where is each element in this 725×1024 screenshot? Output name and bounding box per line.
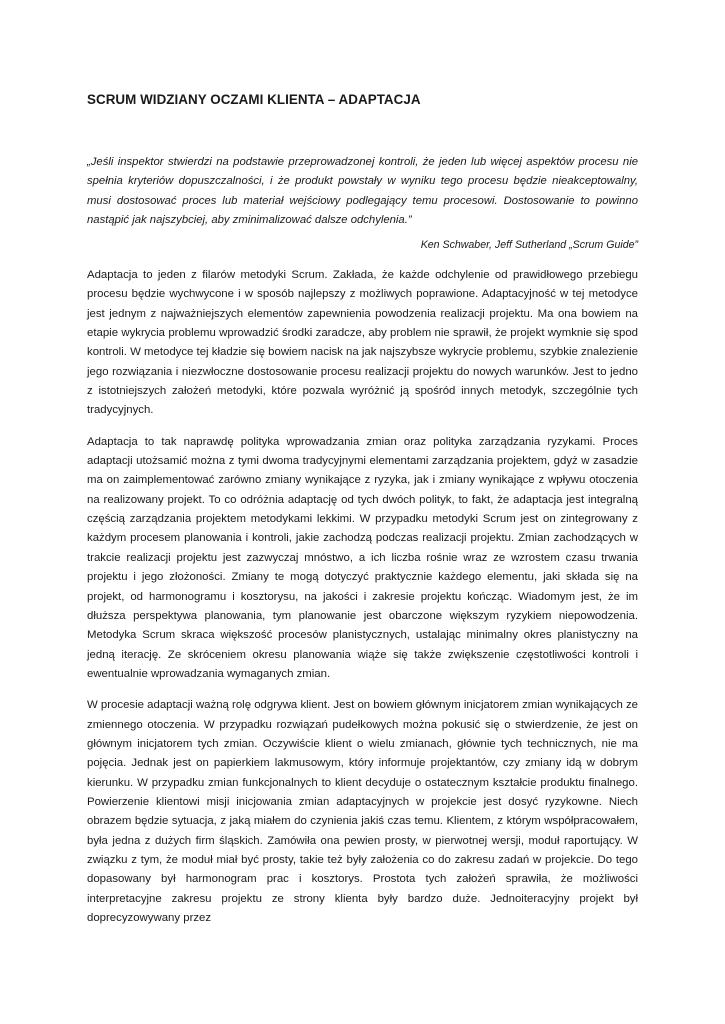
paragraph-2: Adaptacja to tak naprawdę polityka wprowadzania zmian oraz polityka zarządzania ryzykami. Proces adaptacji utożsamić można z tymi dwoma tradycyjnymi elementami zarządzania projektem, gdyż w zasadzie ma on zaimplementować zarówno zmiany wynikające z ryzyka, jak i zmiany wynikające z wpływu otoczenia na realizowany projekt. To co odróżnia adaptację od tych dwóch polityk, to fakt, że adaptacja jest integralną częścią zarządzania projektem metodykami lekkimi. W przypadku metodyki Scrum jest on zintegrowany z każdym procesem planowania i kontroli, jakie zachodzą podczas realizacji projektu. Zmian zachodzących w trakcie realizacji projektu jest zazwyczaj mnóstwo, a ich liczba rośnie wraz ze wzrostem czasu trwania projektu i jego złożoności. Zmiany te mogą dotyczyć praktycznie każdego elementu, jaki składa się na projekt, od harmonogramu i kosztorysu, na jakości i zakresie projektu kończąc. Wiadomym jest, że im dłuższa perspektywa planowania, tym planowanie jest obarczone większym ryzykiem niepowodzenia. Metodyka Scrum skraca większość procesów planistycznych, ustalając minimalny okres planistyczny na jedną iterację. Ze skróceniem okresu planowania wiąże się także zwiększenie częstotliwości kontroli i ewentualnie wprowadzania wymaganych zmian.: [87, 435, 638, 680]
paragraph-1: Adaptacja to jeden z filarów metodyki Scrum. Zakłada, że każde odchylenie od prawidłowego przebiegu procesu będzie wychwycone i w sposób najlepszy z możliwych poprawione. Adaptacyjność w tej metodyce jest jednym z najważniejszych elementów zapewnienia powodzenia realizacji projektu. Ma ona bowiem na etapie wykrycia problemu wprowadzić środki zaradcze, aby problem nie sprawił, że projekt wymknie się spod kontroli. W metodyce tej kładzie się bowiem nacisk na jak najszybsze wykrycie problemu, szybkie znalezienie jego rozwiązania i niezwłoczne dostosowanie procesu realizacji projektu do nowych warunków. Jest to jedno z istotniejszych założeń metodyki, które pozwala wyróżnić ją spośród innych metodyk, szczególnie tych tradycyjnych.: [87, 269, 638, 417]
paragraph-3: W procesie adaptacji ważną rolę odgrywa klient. Jest on bowiem głównym inicjatorem zmian wynikających ze zmiennego otoczenia. W przypadku rozwiązań pudełkowych można pokusić się o stwierdzenie, że jest on głównym inicjatorem tych zmian. Oczywiście klient o wielu zmianach, głównie tych technicznych, nie ma pojęcia. Jednak jest on papierkiem lakmusowym, który informuje projektantów, czy zmiany idą w dobrym kierunku. W przypadku zmian funkcjonalnych to klient decyduje o ostatecznym kształcie produktu finalnego. Powierzenie klientowi misji inicjowania zmian adaptacyjnych w projekcie jest dosyć ryzykowne. Niech obrazem będzie sytuacja, z jaką miałem do czynienia jakiś czas temu. Klientem, z którym współpracowałem, była jedna z dużych firm śląskich. Zamówiła ona pewien prosty, w pierwotnej wersji, moduł raportujący. W związku z tym, że moduł miał być prosty, takie też były założenia co do zakresu zadań w projekcie. Do tego dopasowany był harmonogram prac i kosztorys. Prostota tych założeń sprawiła, że możliwości interpretacyjne zakresu projektu ze strony klienta były bardzo duże. Jednoiteracyjny projekt był doprecyzowywany przez: [87, 699, 638, 924]
page-title: SCRUM WIDZIANY OCZAMI KLIENTA – ADAPTACJA: [87, 92, 421, 107]
document-page: [87, 0, 638, 1024]
article-body: [87, 266, 638, 940]
motto-quote: „Jeśli inspektor stwierdzi na podstawie przeprowadzonej kontroli, że jeden lub więcej aspektów procesu nie spełnia kryteriów dopuszczalności, i że produkt powstały w wyniku tego procesu będzie nieakceptowalny, musi dostosować proces lub materiał wejściowy podlegający temu procesowi. Dostosowanie to powinno nastąpić jak najszybciej, aby zminimalizować dalsze odchylenia.”: [87, 156, 638, 227]
quote-attribution: Ken Schwaber, Jeff Sutherland „Scrum Guide”: [420, 239, 638, 251]
